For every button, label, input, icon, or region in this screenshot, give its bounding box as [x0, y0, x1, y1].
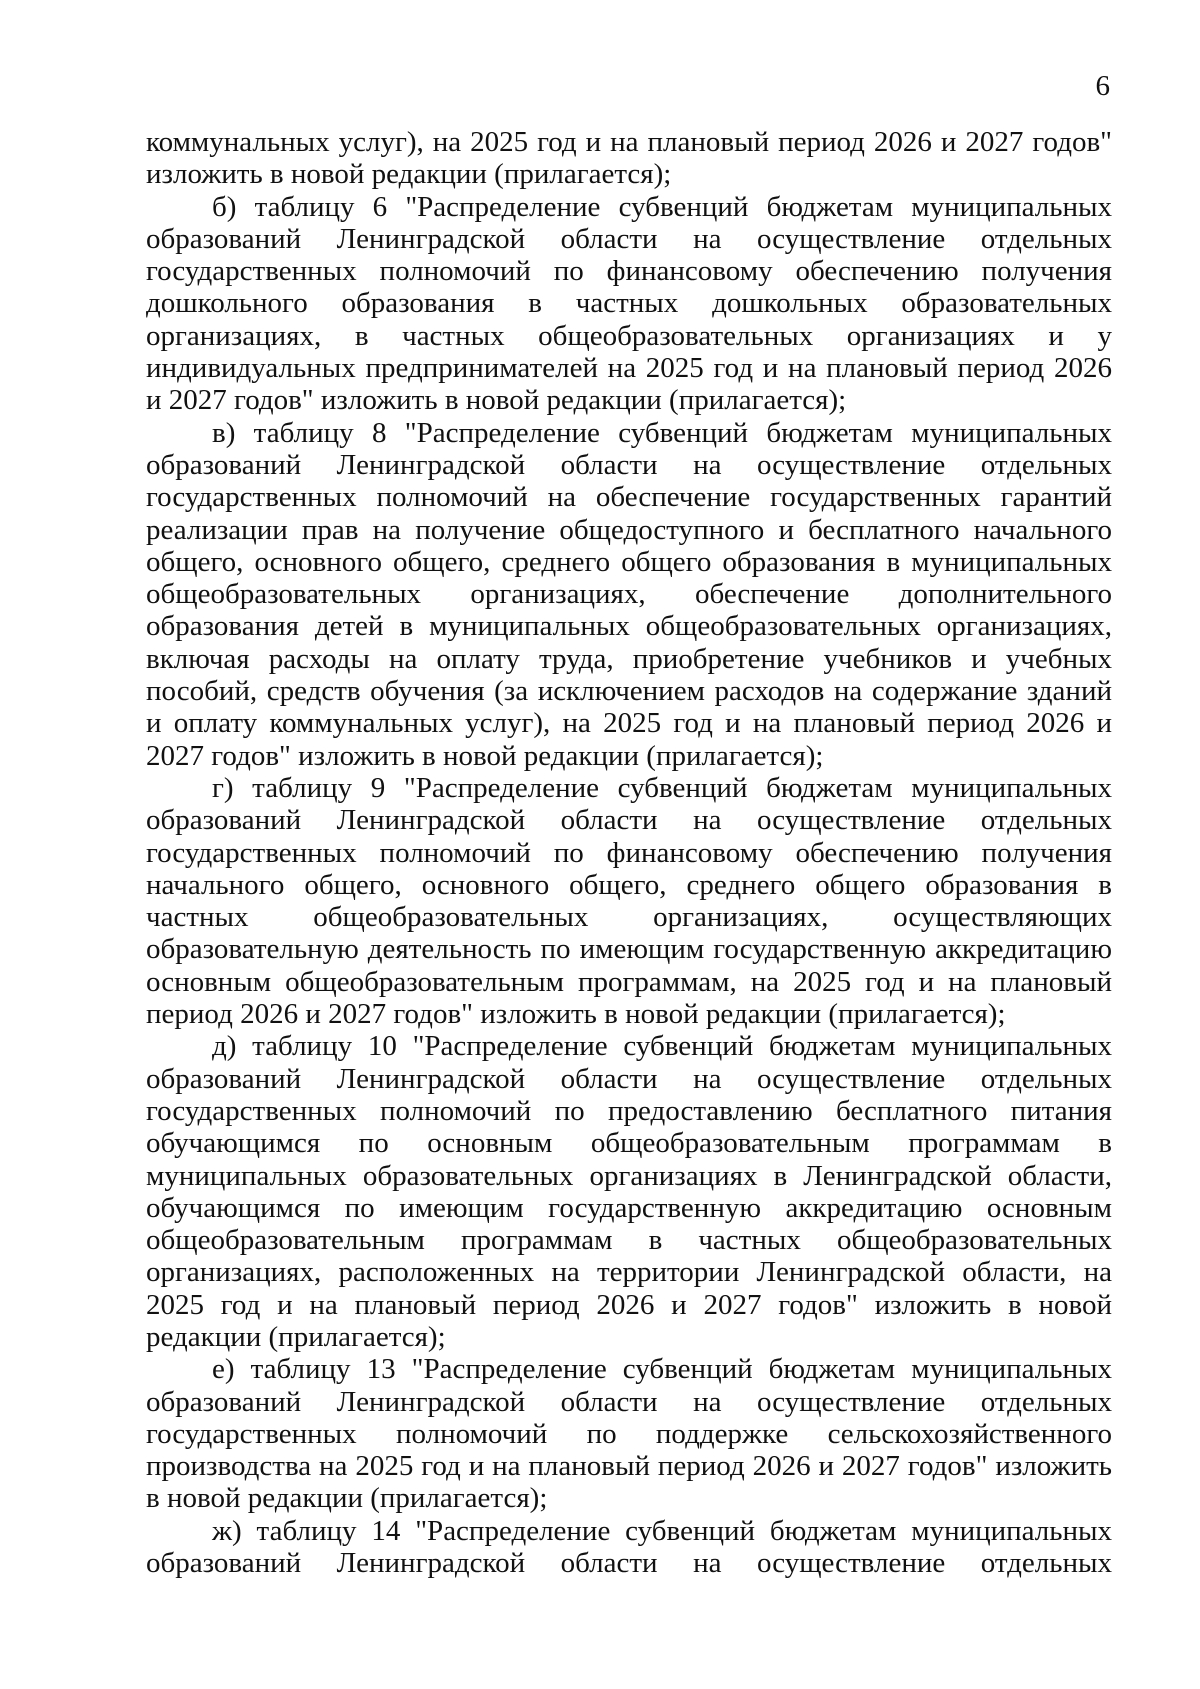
document-body	[146, 126, 1112, 1579]
paragraph-item-b: б) таблицу 6 "Распределение субвенций бюджетам муниципальных образований Ленинградской области на осуществление отдельных государственных полномочий по финансовому обеспечению получения дошкольного образования в частных дошкольных образовательных организациях, в частных общеобразовательных организациях и у индивидуальных предпринимателей на 2025 год и на плановый период 2026 и 2027 годов" изложить в новой редакции (прилагается);	[146, 190, 1112, 417]
paragraph-item-d: д) таблицу 10 "Распределение субвенций бюджетам муниципальных образований Ленинградской области на осуществление отдельных государственных полномочий по предоставлению бесплатного питания обучающимся по основным общеобразовательным программам в муниципальных образовательных организациях в Ленинградской области, обучающимся по имеющим государственную аккредитацию основным общеобразовательным программам в частных общеобразовательных организациях, расположенных на территории Ленинградской области, на 2025 год и на плановый период 2026 и 2027 годов" изложить в новой редакции (прилагается);	[146, 1030, 1112, 1353]
page-number: 6	[1095, 70, 1110, 102]
paragraph-item-v: в) таблицу 8 "Распределение субвенций бюджетам муниципальных образований Ленинградской области на осуществление отдельных государственных полномочий на обеспечение государственных гарантий реализации прав на получение общедоступного и бесплатного начального общего, основного общего, среднего общего образования в муниципальных общеобразовательных организациях, обеспечение дополнительного образования детей в муниципальных общеобразовательных организациях, включая расходы на оплату труда, приобретение учебников и учебных пособий, средств обучения (за исключением расходов на содержание зданий и оплату коммунальных услуг), на 2025 год и на плановый период 2026 и 2027 годов" изложить в новой редакции (прилагается);	[146, 416, 1112, 772]
paragraph-item-e: е) таблицу 13 "Распределение субвенций бюджетам муниципальных образований Ленинградской области на осуществление отдельных государственных полномочий по поддержке сельскохозяйственного производства на 2025 год и на плановый период 2026 и 2027 годов" изложить в новой редакции (прилагается);	[146, 1353, 1112, 1515]
paragraph-continuation: коммунальных услуг), на 2025 год и на плановый период 2026 и 2027 годов" изложить в новой редакции (прилагается);	[146, 126, 1112, 191]
paragraph-item-zh: ж) таблицу 14 "Распределение субвенций бюджетам муниципальных образований Ленинградской области на осуществление отдельных	[146, 1514, 1112, 1580]
paragraph-item-g: г) таблицу 9 "Распределение субвенций бюджетам муниципальных образований Ленинградской области на осуществление отдельных государственных полномочий по финансовому обеспечению получения начального общего, основного общего, среднего общего образования в частных общеобразовательных организациях, осуществляющих образовательную деятельность по имеющим государственную аккредитацию основным общеобразовательным программам, на 2025 год и на плановый период 2026 и 2027 годов" изложить в новой редакции (прилагается);	[146, 771, 1112, 1031]
